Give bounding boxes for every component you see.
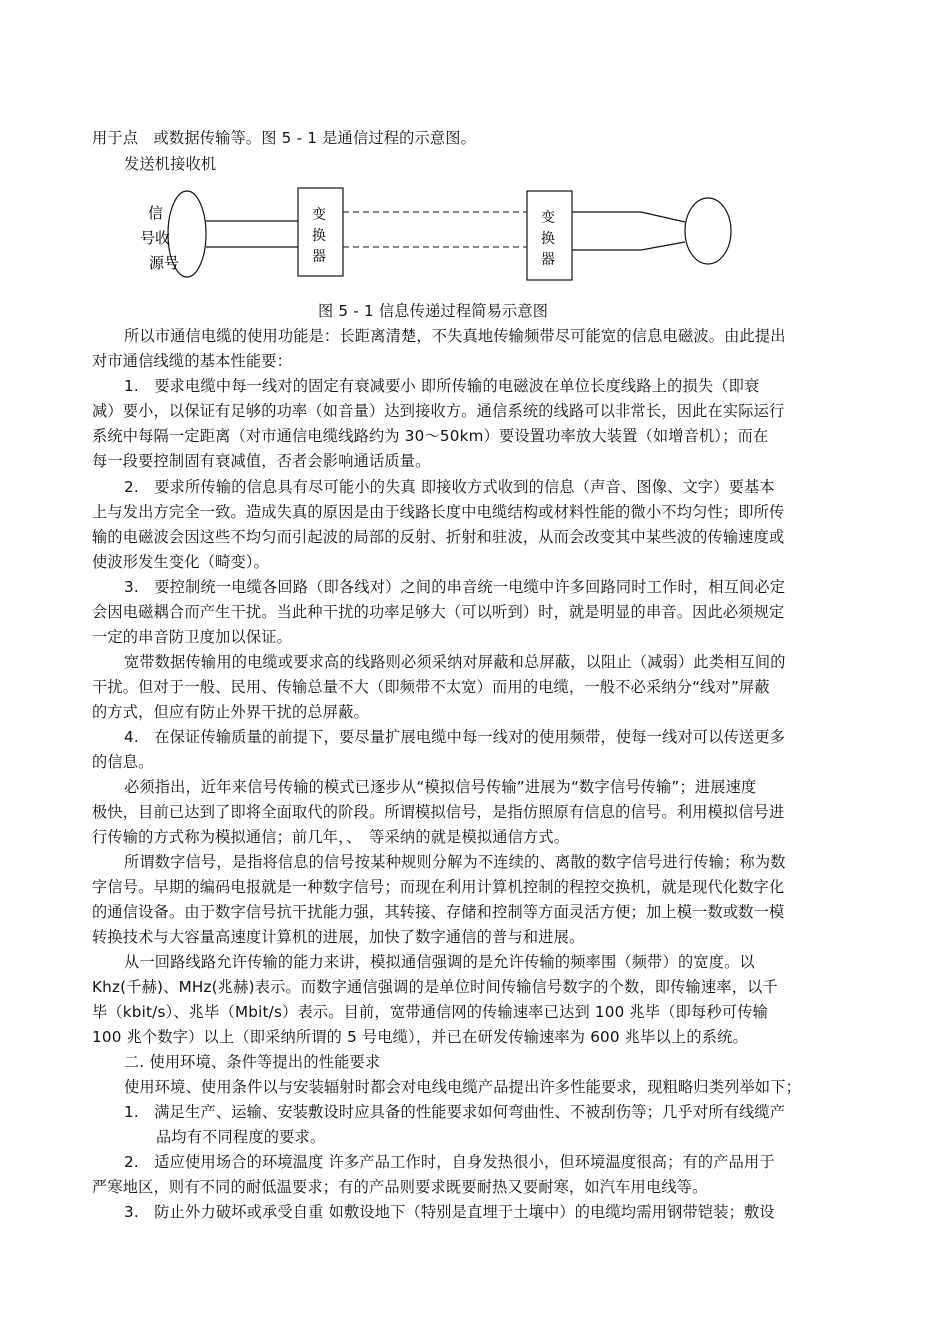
body-line: 100 兆个数字）以上（即采纳所谓的 5 号电缆），并已在研发传输速率为 600 兆毕以上的系统。 [92,1028,748,1046]
source-char-2: 号 [140,229,156,247]
body-line: 品均有不同程度的要求。 [156,1128,326,1146]
left-converter-char-3: 器 [312,249,326,265]
body-line: 使用环境、使用条件以与安装辐射时都会对电线电缆产品提出许多性能要求，现粗略归类列举如下； [124,1078,802,1096]
source-char-3b: 号 [164,254,180,272]
body-line: 毕（kbit/s）、兆毕（Mbit/s）表示。目前，宽带通信网的传输速率已达到 100 兆毕（即每秒可传输 [92,1003,768,1021]
body-line: 干扰。但对于一般、民用、传输总量不大（即频带不太宽）而用的电缆，一般不必采纳分“线对”屏蔽 [92,678,770,696]
body-line: 必须指出，近年来信号传输的模式已逐步从“模拟信号传输”进展为“数字信号传输”；进展速度 [124,778,757,796]
body-line: 的信息。 [92,753,154,771]
section-heading: 二. 使用环境、条件等提出的性能要求 [124,1053,381,1071]
body-line: 转换技术与大容量高速度计算机的进展，加快了数字通信的普与和进展。 [92,928,585,946]
body-line: 使波形发生变化（畸变）。 [92,553,270,571]
body-line: 输的电磁波会因这些不均匀而引起波的局部的反射、折射和驻波，从而会改变其中某些波的传输速度或 [92,528,785,546]
source-char-2b: 收 [155,229,171,247]
body-line: 系统中每隔一定距离（对市通信电缆线路约为 30～50km）要设置功率放大装置（如增音机）；而在 [92,427,769,445]
body-line: 严寒地区，则有不同的耐低温要求；有的产品则要求既要耐热又要耐寒，如汽车用电线等。 [92,1178,708,1196]
body-line: 减）要小，以保证有足够的功率（如音量）达到接收方。通信系统的线路可以非常长，因此在实际运行 [92,402,785,420]
right-converter-char-2: 换 [541,231,555,247]
left-converter-char-2: 换 [312,228,326,244]
body-line: Khz(千赫)、MHz(兆赫)表示。而数字通信强调的是单位时间传输信号数字的个数，即传输速率，以千 [92,978,778,996]
body-line: 所以市通信电缆的使用功能是：长距离清楚，不失真地传输频带尽可能宽的信息电磁波。由此提出 [124,327,786,345]
right-converter-char-3: 器 [541,252,555,268]
body-line: 上与发出方完全一致。造成失真的原因是由于线路长度中电缆结构或材料性能的微小不均匀性；即所传 [92,503,785,521]
body-line: 1. 满足生产、运输、安装敷设时应具备的性能要求如何弯曲性、不被刮伤等；几乎对所有线缆产 [124,1103,786,1121]
body-line: 3. 防止外力破坏或承受自重 如敷设地下（特别是直埋于土壤中）的电缆均需用钢带铠装；敷设 [124,1203,775,1221]
caption-line: 图 5 - 1 信息传递过程简易示意图 [318,302,549,320]
right-converter-char-1: 变 [541,210,555,226]
intro-line-1: 用于点 或数据传输等。图 5 - 1 是通信过程的示意图。 [92,129,477,147]
right-receiver-ellipse [685,198,731,264]
left-converter-char-1: 变 [312,207,326,223]
body-line: 4. 在保证传输质量的前提下，要尽量扩展电缆中每一线对的使用频带，使每一线对可以传送更多 [124,728,786,746]
body-line: 2. 适应使用场合的环境温度 许多产品工作时，自身发热很小，但环境温度很高；有的产品用于 [124,1153,775,1171]
body-line: 3. 要控制统一电缆各回路（即各线对）之间的串音统一电缆中许多回路同时工作时，相互间必定 [124,578,786,596]
body-line: 所谓数字信号，是指将信息的信号按某种规则分解为不连续的、离散的数字信号进行传输；称为数 [124,853,786,871]
body-line: 极快，目前已达到了即将全面取代的阶段。所谓模拟信号，是指仿照原有信息的信号。利用模拟信号进 [92,803,785,821]
body-line: 会因电磁耦合而产生干扰。当此种干扰的功率足够大（可以听到）时，就是明显的串音。因此必须规定 [92,603,785,621]
source-char-1: 信 [148,204,164,222]
body-line: 从一回路线路允许传输的能力来讲，模拟通信强调的是允许传输的频率围（频带）的宽度。以 [124,953,755,971]
body-line: 一定的串音防卫度加以保证。 [92,628,293,646]
signal-transfer-diagram [0,0,950,310]
body-line: 对市通信线缆的基本性能要： [92,352,293,370]
body-line: 1. 要求电缆中每一线对的固定有衰减要小 即所传输的电磁波在单位长度线路上的损失（即衰 [124,377,760,395]
body-line: 的通信设备。由于数字信号抗干扰能力强，其转接、存储和控制等方面灵活方便；加上模一数或数一模 [92,903,785,921]
body-line: 每一段要控制固有衰减值，否者会影响通话质量。 [92,452,431,470]
body-line: 的方式，但应有防止外界干扰的总屏蔽。 [92,703,369,721]
body-line: 字信号。早期的编码电报就是一种数字信号；而现在利用计算机控制的程控交换机，就是现代化数字化 [92,878,785,896]
body-line: 2. 要求所传输的信息具有尽可能小的失真 即接收方式收到的信息（声音、图像、文字）要基本 [124,478,775,496]
intro-line-2: 发送机接收机 [124,155,217,173]
body-line: 行传输的方式称为模拟通信；前几年，、 等采纳的就是模拟通信方式。 [92,828,570,846]
body-line: 宽带数据传输用的电缆或要求高的线路则必须采纳对屏蔽和总屏蔽，以阻止（减弱）此类相互间的 [124,653,786,671]
source-char-3: 源 [149,254,165,272]
